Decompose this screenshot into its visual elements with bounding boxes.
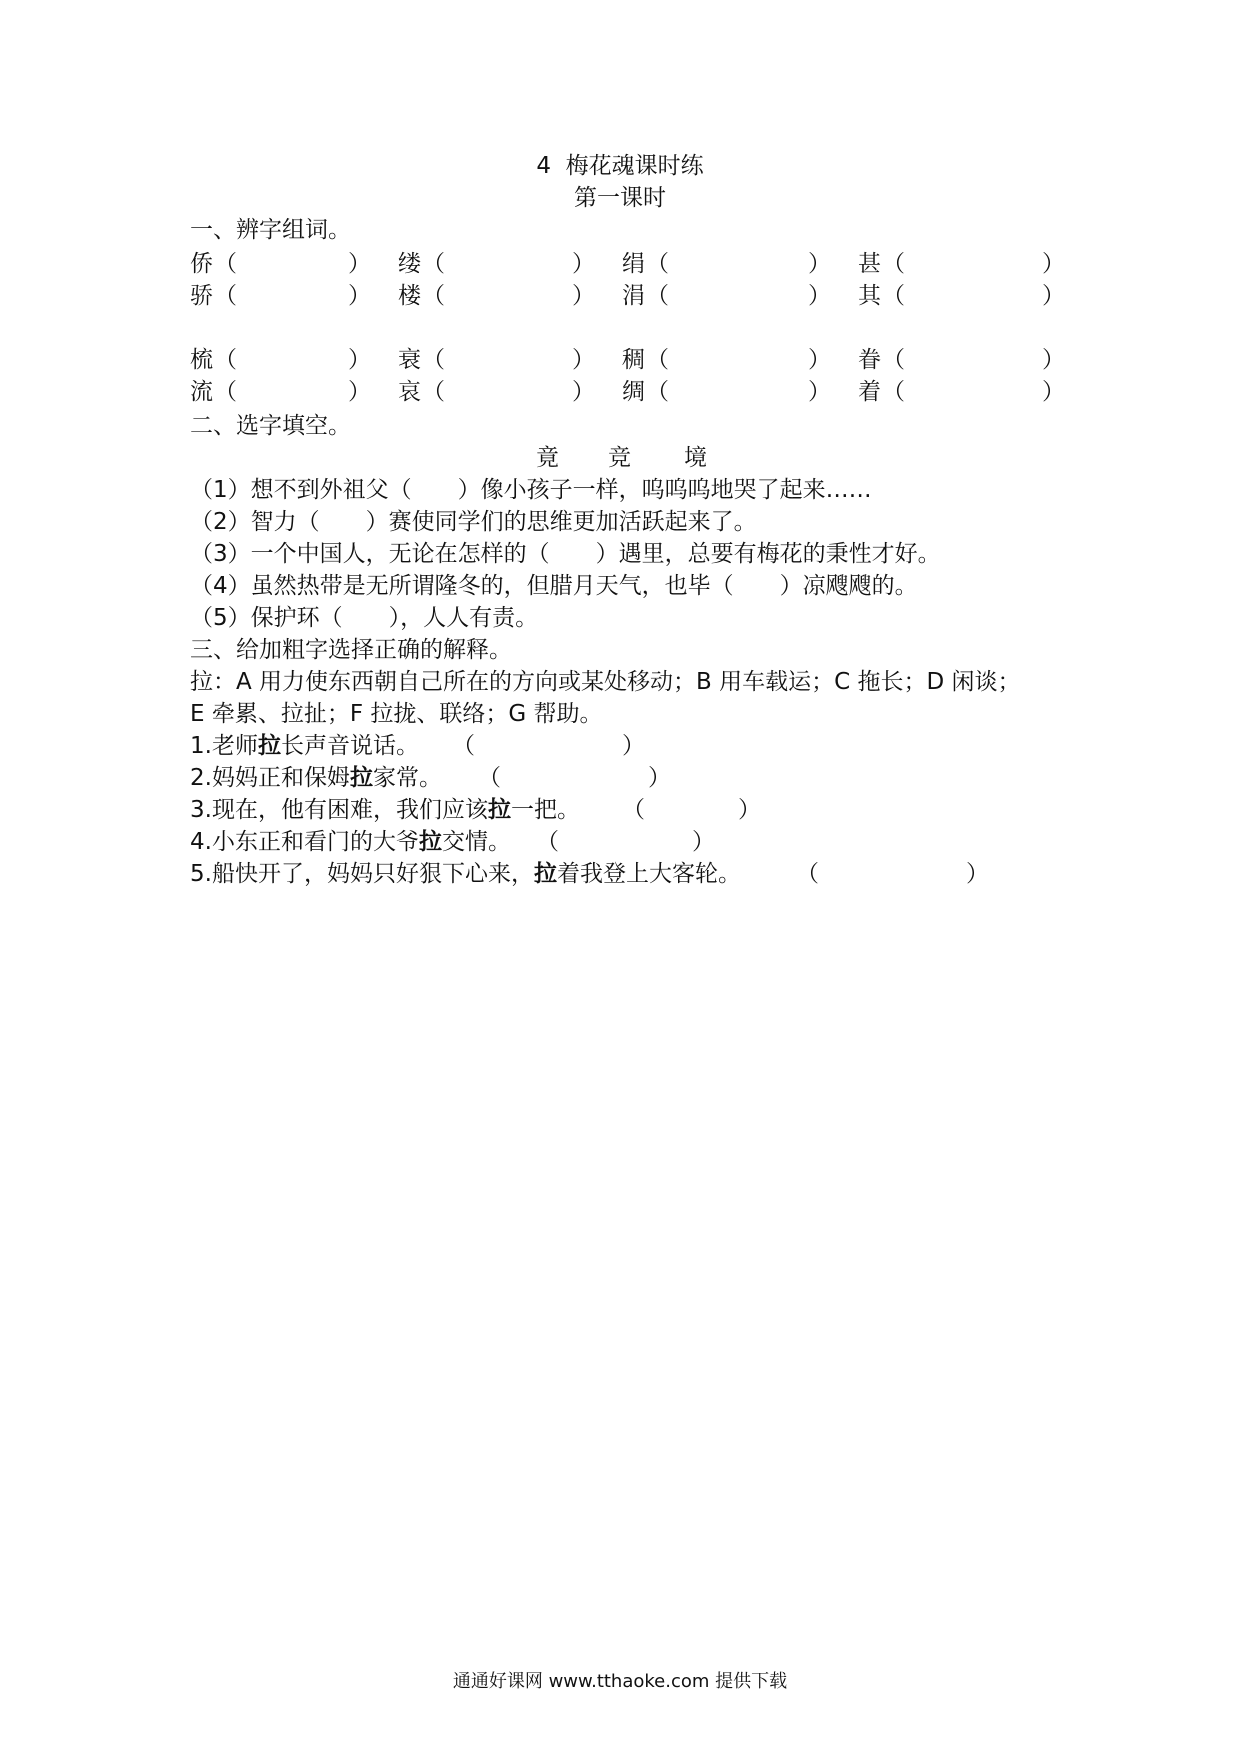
close-paren: ） [966,861,989,887]
option-char: 竟 [536,445,559,471]
char-cell: 绢 [622,251,645,277]
open-paren: （ [622,797,645,823]
close-paren: ） [692,829,715,855]
char-cell: 楼 [398,283,421,309]
close-paren: ） [1042,283,1065,309]
fill-item [190,538,941,570]
page-subtitle: 第一课时 [574,185,666,211]
bold-char: 拉 [349,765,373,791]
open-paren: （ [422,379,445,405]
fill-item [190,602,538,634]
char-cell: 着 [858,379,881,405]
definition-line: E 牵累、拉扯；F 拉拢、联络；G 帮助。 [190,701,603,727]
close-paren: ） [808,283,831,309]
choice-text: 家常。 [372,765,442,791]
char-cell: 缕 [398,251,421,277]
char-cell: 涓 [622,283,645,309]
option-char: 境 [684,445,707,471]
choice-text: 一把。 [510,797,580,823]
char-cell: 侨 [190,251,213,277]
char-cell: 绸 [622,379,645,405]
close-paren: ） [648,765,671,791]
open-paren: （ [646,251,669,277]
char-cell: 眷 [858,347,881,373]
bold-char: 拉 [533,861,557,887]
close-paren: ） [808,251,831,277]
close-paren: ） [572,283,595,309]
fill-text: （2）智力（ [190,509,320,535]
close-paren: ） [572,251,595,277]
close-paren: ） [572,379,595,405]
fill-item [190,506,757,538]
open-paren: （ [478,765,501,791]
choice-text: 4.小东正和看门的大爷 [190,829,419,855]
open-paren: （ [646,379,669,405]
choice-item [190,858,741,890]
close-paren: ） [572,347,595,373]
char-cell: 梳 [190,347,213,373]
fill-item [190,570,918,602]
open-paren: （ [882,379,905,405]
fill-text: （5）保护环（ [190,605,343,631]
open-paren: （ [214,347,237,373]
char-cell: 甚 [858,251,881,277]
close-paren: ） [1042,379,1065,405]
close-paren: ） [738,797,761,823]
option-char: 竞 [608,445,631,471]
char-cell: 其 [858,283,881,309]
section1-heading: 一、辨字组词。 [190,217,351,243]
char-cell: 衰 [398,347,421,373]
open-paren: （ [422,283,445,309]
close-paren: ） [622,733,645,759]
bold-char: 拉 [257,733,281,759]
fill-text: （4）虽然热带是无所谓隆冬的，但腊月天气，也毕（ [190,573,734,599]
choice-item [190,826,511,858]
choice-text: 5.船快开了，妈妈只好狠下心来， [190,861,534,887]
choice-text: 长声音说话。 [280,733,419,759]
fill-text: （3）一个中国人，无论在怎样的（ [190,541,550,567]
section3-heading: 三、给加粗字选择正确的解释。 [190,637,512,663]
char-cell: 流 [190,379,213,405]
choice-text: 着我登上大客轮。 [556,861,741,887]
char-cell: 骄 [190,283,213,309]
open-paren: （ [882,347,905,373]
choice-text: 2.妈妈正和保姆 [190,765,350,791]
fill-item [190,474,872,506]
definition-line: 拉：A 用力使东西朝自己所在的方向或某处移动；B 用车载运；C 拖长；D 闲谈； [190,669,1021,695]
fill-text: ）赛使同学们的思维更加活跃起来了。 [365,509,757,535]
open-paren: （ [796,861,819,887]
open-paren: （ [422,347,445,373]
open-paren: （ [882,251,905,277]
choice-item [190,730,419,762]
char-cell: 哀 [398,379,421,405]
close-paren: ） [808,379,831,405]
bold-char: 拉 [418,829,442,855]
close-paren: ） [808,347,831,373]
fill-text: ）凉飕飕的。 [779,573,918,599]
close-paren: ） [348,283,371,309]
open-paren: （ [452,733,475,759]
open-paren: （ [646,283,669,309]
close-paren: ） [348,347,371,373]
fill-text: ）像小孩子一样，呜呜呜地哭了起来…… [457,477,872,503]
bold-char: 拉 [487,797,511,823]
fill-text: ）遇里，总要有梅花的秉性才好。 [595,541,941,567]
close-paren: ） [1042,347,1065,373]
open-paren: （ [214,283,237,309]
page-footer: 通通好课网 www.tthaoke.com 提供下载 [452,1671,788,1692]
char-cell: 稠 [622,347,645,373]
open-paren: （ [422,251,445,277]
open-paren: （ [646,347,669,373]
open-paren: （ [214,379,237,405]
choice-text: 交情。 [441,829,511,855]
section2-heading: 二、选字填空。 [190,413,351,439]
choice-text: 3.现在，他有困难，我们应该 [190,797,488,823]
choice-item [190,762,442,794]
open-paren: （ [214,251,237,277]
close-paren: ） [348,251,371,277]
open-paren: （ [882,283,905,309]
fill-text: ），人人有责。 [388,605,539,631]
close-paren: ） [1042,251,1065,277]
close-paren: ） [348,379,371,405]
page-title: 4 梅花魂课时练 [536,153,704,179]
fill-text: （1）想不到外祖父（ [190,477,412,503]
choice-text: 1.老师 [190,733,258,759]
choice-item [190,794,580,826]
open-paren: （ [536,829,559,855]
